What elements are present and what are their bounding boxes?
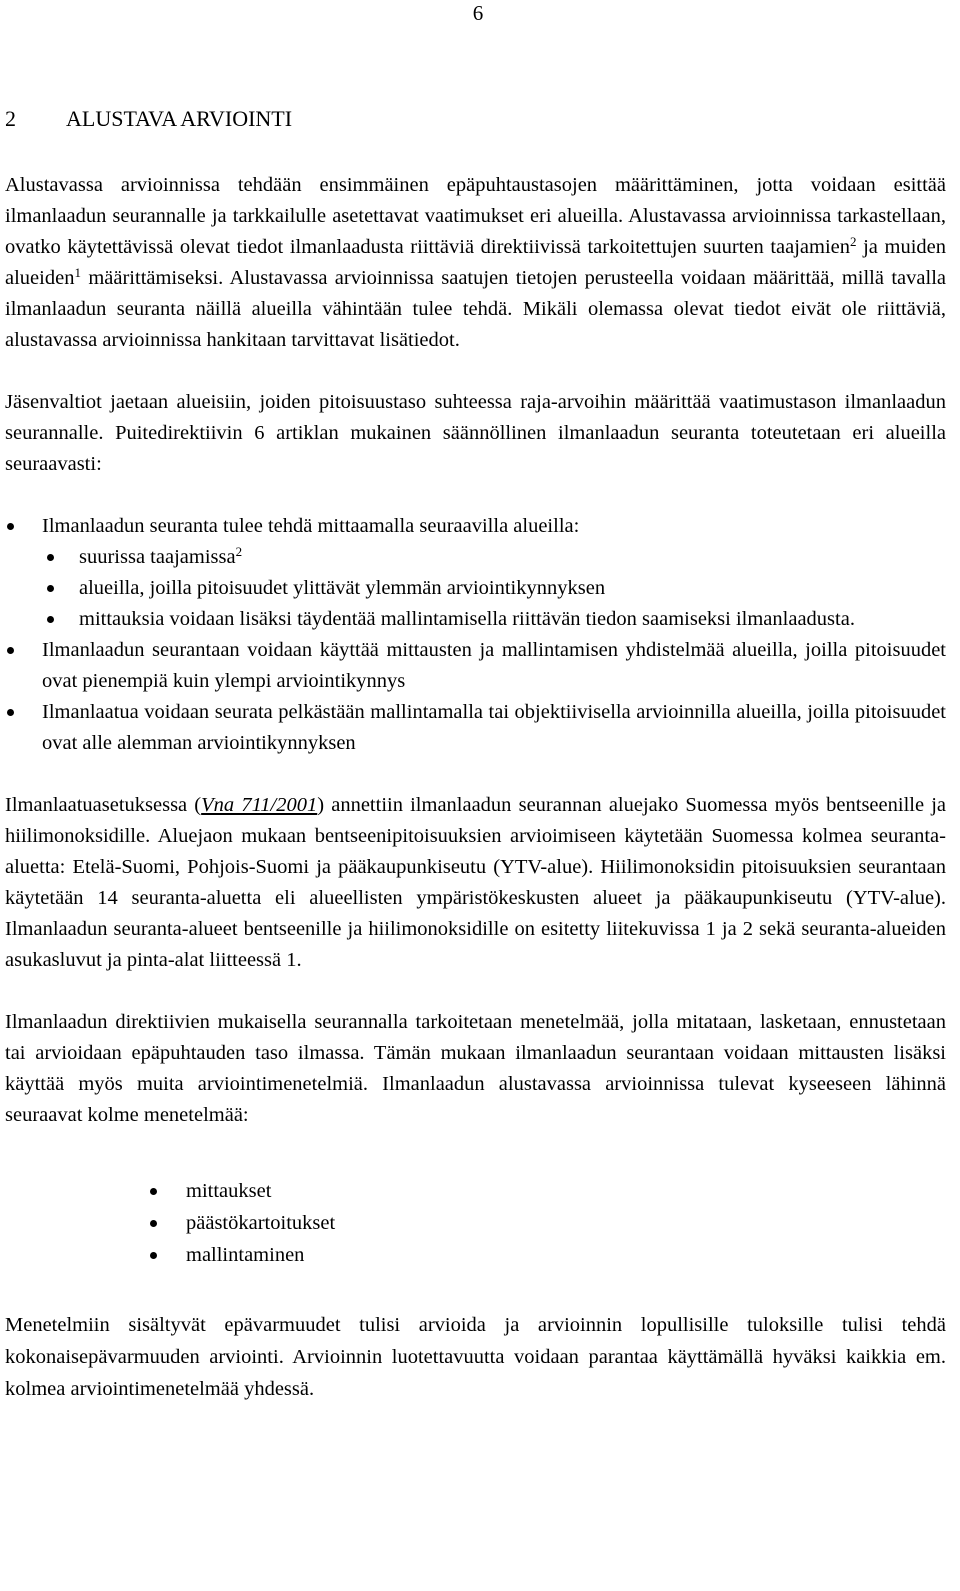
bullet-icon [7, 709, 14, 716]
sub-list-item: suurissa taajamissa$^2$ [42, 542, 946, 573]
section-title: ALUSTAVA ARVIOINTI [66, 106, 293, 131]
page-number: 6 [472, 1, 484, 25]
bullet-icon [150, 1252, 157, 1259]
document-body [5, 104, 946, 1405]
section-number: 2 [5, 106, 16, 131]
paragraph-intro: Alustavassa arvioinnissa tehdään ensimmäinen epäpuhtaustasojen määrittäminen, jotta voidaan esittää ilmanlaadun seurannalle ja tarkkailulle asetettavat vaatimukset eri alueilla. Alustavassa arvioinnissa tarkastellaan, ovatko käytettävissä olevat tiedot ilmanlaadusta riittäviä direktiivissä tarkoitettujen suurten taajamien$^2$ ja muiden alueiden$^1$ määrittämiseksi. Alustavassa arvioinnissa saatujen tietojen perusteella voidaan määrittää, millä tavalla ilmanlaadun seuranta näillä alueilla vähintään tulee tehdä. Mikäli olemassa olevat tiedot eivät ole riittäviä, alustavassa arvioinnissa hankitaan tarvittavat lisätiedot. [5, 174, 946, 351]
paragraph-methods-intro: Ilmanlaadun direktiivien mukaisella seurannalla tarkoitetaan menetelmää, jolla mitataan, lasketaan, ennustetaan tai arvioidaan epäpuhtauden taso ilmassa. Tämän mukaan ilmanlaadun seurantaan voidaan mittausten lisäksi käyttää myös muita arviointimenetelmiä. Ilmanlaadun alustavassa arvioinnissa tulevat kyseeseen lähinnä seuraavat kolme menetelmää: [5, 1011, 946, 1126]
bullet-icon [150, 1188, 157, 1195]
footnote-ref: 2 [850, 234, 857, 249]
sub-list-item: alueilla, joilla pitoisuudet ylittävät ylemmän arviointikynnyksen [42, 573, 946, 604]
list-item: mallintaminen [5, 1239, 946, 1271]
bullet-icon [7, 647, 14, 654]
list-item: päästökartoitukset [5, 1207, 946, 1239]
section-heading [5, 104, 946, 134]
footnote-ref: 1 [74, 265, 81, 280]
list-item: mittaukset [5, 1175, 946, 1207]
regulation-reference: Vna 711/2001 [201, 794, 318, 816]
bullet-icon [7, 523, 14, 530]
paragraph-regulation: Ilmanlaatuasetuksessa (Vna 711/2001) annettiin ilmanlaadun seurannan aluejako Suomessa myös bentseenille ja hiilimonoksidille. Aluejaon mukaan bentseenipitoisuuksien arvioimiseen käytetään Suomessa kolmea seuranta-aluetta: Etelä-Suomi, Pohjois-Suomi ja pääkaupunkiseutu (YTV-alue). Hiilimonoksidin pitoisuuksien seurantaan käytetään 14 seuranta-aluetta eli alueellisten ympäristökeskusten alueet ja pääkaupunkiseutu (YTV-alue). Ilmanlaadun seuranta-alueet bentseenille ja hiilimonoksidille on esitetty liitekuvissa 1 ja 2 sekä seuranta-alueiden asukasluvut ja pinta-alat liitteessä 1. [5, 794, 946, 971]
bullet-icon [47, 616, 54, 623]
paragraph-uncertainty: Menetelmiin sisältyvät epävarmuudet tulisi arvioida ja arvioinnin lopullisille tuloksille tulisi tehdä kokonaisepävarmuuden arviointi. Arvioinnin luotettavuutta voidaan parantaa käyttämällä hyväksi kaikkia em. kolmea arviointimenetelmää yhdessä. [5, 1314, 946, 1400]
list-item: Ilmanlaadun seurantaan voidaan käyttää mittausten ja mallintamisen yhdistelmää alueilla, joilla pitoisuudet ovat pienempiä kuin ylempi arviointikynnys [5, 635, 946, 697]
monitoring-list [5, 511, 946, 759]
list-item: Ilmanlaatua voidaan seurata pelkästään mallintamalla tai objektiivisella arvioinnilla alueilla, joilla pitoisuudet ovat alle alemman arviointikynnyksen [5, 697, 946, 759]
bullet-icon [150, 1220, 157, 1227]
bullet-icon [47, 585, 54, 592]
sub-list [42, 542, 946, 635]
methods-list [5, 1175, 946, 1271]
paragraph-member-states: Jäsenvaltiot jaetaan alueisiin, joiden pitoisuustaso suhteessa raja-arvoihin määrittää vaatimustason ilmanlaadun seurannalle. Puitedirektiivin 6 artiklan mukainen säännöllinen ilmanlaadun seuranta toteutetaan eri alueilla seuraavasti: [5, 391, 946, 475]
footnote-ref: 2 [235, 544, 243, 559]
bullet-icon [47, 554, 54, 561]
list-item: Ilmanlaadun seuranta tulee tehdä mittaamalla seuraavilla alueilla: suurissa taajamissa$^2$ alueilla, joilla pitoisuudet ylittävät ylemmän arviointikynnyksen mittauksia voidaan lisäksi täydentää mallintamisella riittävän tiedon saamiseksi ilmanlaadusta. [5, 511, 946, 635]
sub-list-item: mittauksia voidaan lisäksi täydentää mallintamisella riittävän tiedon saamiseksi ilmanlaadusta. [42, 604, 946, 635]
